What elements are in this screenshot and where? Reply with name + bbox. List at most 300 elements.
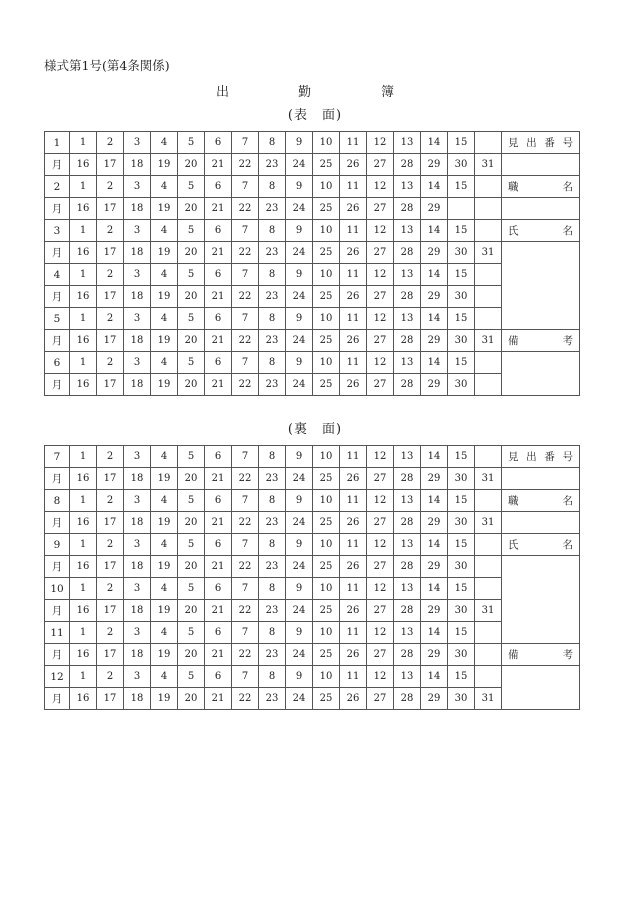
day-cell[interactable]: 6	[205, 132, 232, 154]
day-cell[interactable]: 17	[97, 600, 124, 622]
day-cell[interactable]: 24	[286, 242, 313, 264]
day-cell[interactable]: 27	[367, 512, 394, 534]
day-cell[interactable]: 29	[421, 286, 448, 308]
day-cell[interactable]: 6	[205, 622, 232, 644]
day-cell[interactable]: 10	[313, 490, 340, 512]
day-cell[interactable]: 3	[124, 578, 151, 600]
day-cell[interactable]: 2	[97, 176, 124, 198]
day-cell[interactable]: 22	[232, 242, 259, 264]
empty-day-cell[interactable]	[475, 220, 502, 242]
day-cell[interactable]: 20	[178, 688, 205, 710]
day-cell[interactable]: 23	[259, 286, 286, 308]
day-cell[interactable]: 24	[286, 512, 313, 534]
day-cell[interactable]: 11	[340, 446, 367, 468]
day-cell[interactable]: 20	[178, 556, 205, 578]
day-cell[interactable]: 6	[205, 446, 232, 468]
day-cell[interactable]: 5	[178, 132, 205, 154]
day-cell[interactable]: 15	[448, 666, 475, 688]
day-cell[interactable]: 7	[232, 490, 259, 512]
day-cell[interactable]: 2	[97, 352, 124, 374]
day-cell[interactable]: 19	[151, 468, 178, 490]
day-cell[interactable]: 17	[97, 286, 124, 308]
day-cell[interactable]: 30	[448, 512, 475, 534]
day-cell[interactable]: 20	[178, 644, 205, 666]
day-cell[interactable]: 25	[313, 154, 340, 176]
day-cell[interactable]: 17	[97, 644, 124, 666]
day-cell[interactable]: 2	[97, 578, 124, 600]
day-cell[interactable]: 20	[178, 198, 205, 220]
day-cell[interactable]: 13	[394, 534, 421, 556]
day-cell[interactable]: 30	[448, 468, 475, 490]
day-cell[interactable]: 8	[259, 176, 286, 198]
day-cell[interactable]: 14	[421, 534, 448, 556]
day-cell[interactable]: 30	[448, 242, 475, 264]
day-cell[interactable]: 10	[313, 220, 340, 242]
day-cell[interactable]: 7	[232, 578, 259, 600]
day-cell[interactable]: 2	[97, 264, 124, 286]
day-cell[interactable]: 29	[421, 374, 448, 396]
empty-day-cell[interactable]	[475, 490, 502, 512]
day-cell[interactable]: 25	[313, 556, 340, 578]
day-cell[interactable]: 23	[259, 556, 286, 578]
day-cell[interactable]: 21	[205, 556, 232, 578]
day-cell[interactable]: 22	[232, 556, 259, 578]
day-cell[interactable]: 28	[394, 468, 421, 490]
day-cell[interactable]: 13	[394, 264, 421, 286]
day-cell[interactable]: 22	[232, 374, 259, 396]
day-cell[interactable]: 6	[205, 490, 232, 512]
day-cell[interactable]: 14	[421, 220, 448, 242]
day-cell[interactable]: 7	[232, 446, 259, 468]
day-cell[interactable]: 4	[151, 220, 178, 242]
day-cell[interactable]: 28	[394, 330, 421, 352]
day-cell[interactable]: 18	[124, 688, 151, 710]
day-cell[interactable]: 24	[286, 600, 313, 622]
day-cell[interactable]: 7	[232, 534, 259, 556]
day-cell[interactable]: 4	[151, 666, 178, 688]
day-cell[interactable]: 25	[313, 374, 340, 396]
day-cell[interactable]: 19	[151, 154, 178, 176]
day-cell[interactable]: 4	[151, 534, 178, 556]
day-cell[interactable]: 13	[394, 490, 421, 512]
day-cell[interactable]: 15	[448, 446, 475, 468]
day-cell[interactable]: 10	[313, 308, 340, 330]
day-cell[interactable]: 26	[340, 512, 367, 534]
day-cell[interactable]: 18	[124, 286, 151, 308]
day-cell[interactable]: 17	[97, 242, 124, 264]
day-cell[interactable]: 1	[70, 446, 97, 468]
day-cell[interactable]: 5	[178, 308, 205, 330]
day-cell[interactable]: 27	[367, 556, 394, 578]
day-cell[interactable]: 22	[232, 512, 259, 534]
day-cell[interactable]: 31	[475, 154, 502, 176]
day-cell[interactable]: 20	[178, 154, 205, 176]
day-cell[interactable]: 20	[178, 600, 205, 622]
day-cell[interactable]: 26	[340, 286, 367, 308]
day-cell[interactable]: 27	[367, 198, 394, 220]
day-cell[interactable]: 6	[205, 308, 232, 330]
day-cell[interactable]: 14	[421, 352, 448, 374]
day-cell[interactable]: 16	[70, 468, 97, 490]
day-cell[interactable]: 16	[70, 198, 97, 220]
day-cell[interactable]: 11	[340, 308, 367, 330]
day-cell[interactable]: 15	[448, 308, 475, 330]
day-cell[interactable]: 27	[367, 644, 394, 666]
day-cell[interactable]: 17	[97, 198, 124, 220]
day-cell[interactable]: 28	[394, 198, 421, 220]
day-cell[interactable]: 5	[178, 176, 205, 198]
day-cell[interactable]: 20	[178, 468, 205, 490]
day-cell[interactable]: 18	[124, 242, 151, 264]
name-value[interactable]	[502, 556, 580, 644]
day-cell[interactable]: 14	[421, 176, 448, 198]
day-cell[interactable]: 18	[124, 154, 151, 176]
day-cell[interactable]: 8	[259, 622, 286, 644]
day-cell[interactable]: 14	[421, 666, 448, 688]
day-cell[interactable]: 29	[421, 644, 448, 666]
day-cell[interactable]: 29	[421, 468, 448, 490]
day-cell[interactable]: 29	[421, 556, 448, 578]
day-cell[interactable]: 24	[286, 688, 313, 710]
day-cell[interactable]: 26	[340, 330, 367, 352]
day-cell[interactable]: 28	[394, 286, 421, 308]
day-cell[interactable]: 27	[367, 330, 394, 352]
day-cell[interactable]: 20	[178, 512, 205, 534]
day-cell[interactable]: 11	[340, 622, 367, 644]
day-cell[interactable]: 25	[313, 644, 340, 666]
day-cell[interactable]: 20	[178, 330, 205, 352]
day-cell[interactable]: 4	[151, 264, 178, 286]
day-cell[interactable]: 11	[340, 132, 367, 154]
day-cell[interactable]: 26	[340, 242, 367, 264]
day-cell[interactable]: 3	[124, 490, 151, 512]
day-cell[interactable]: 5	[178, 578, 205, 600]
day-cell[interactable]: 12	[367, 132, 394, 154]
day-cell[interactable]: 26	[340, 600, 367, 622]
day-cell[interactable]: 2	[97, 666, 124, 688]
day-cell[interactable]: 19	[151, 374, 178, 396]
day-cell[interactable]: 8	[259, 534, 286, 556]
empty-day-cell[interactable]	[448, 198, 475, 220]
day-cell[interactable]: 9	[286, 132, 313, 154]
day-cell[interactable]: 25	[313, 242, 340, 264]
empty-day-cell[interactable]	[475, 308, 502, 330]
day-cell[interactable]: 21	[205, 330, 232, 352]
remarks-value[interactable]	[502, 352, 580, 396]
day-cell[interactable]: 4	[151, 176, 178, 198]
day-cell[interactable]: 10	[313, 264, 340, 286]
day-cell[interactable]: 3	[124, 446, 151, 468]
day-cell[interactable]: 11	[340, 534, 367, 556]
day-cell[interactable]: 21	[205, 374, 232, 396]
day-cell[interactable]: 25	[313, 198, 340, 220]
day-cell[interactable]: 10	[313, 622, 340, 644]
day-cell[interactable]: 1	[70, 352, 97, 374]
empty-day-cell[interactable]	[475, 578, 502, 600]
day-cell[interactable]: 31	[475, 600, 502, 622]
day-cell[interactable]: 21	[205, 242, 232, 264]
day-cell[interactable]: 9	[286, 352, 313, 374]
day-cell[interactable]: 4	[151, 132, 178, 154]
day-cell[interactable]: 31	[475, 688, 502, 710]
day-cell[interactable]: 14	[421, 132, 448, 154]
day-cell[interactable]: 7	[232, 352, 259, 374]
empty-day-cell[interactable]	[475, 666, 502, 688]
day-cell[interactable]: 28	[394, 512, 421, 534]
day-cell[interactable]: 22	[232, 286, 259, 308]
day-cell[interactable]: 10	[313, 352, 340, 374]
day-cell[interactable]: 26	[340, 556, 367, 578]
day-cell[interactable]: 23	[259, 242, 286, 264]
day-cell[interactable]: 2	[97, 622, 124, 644]
day-cell[interactable]: 24	[286, 154, 313, 176]
day-cell[interactable]: 21	[205, 198, 232, 220]
day-cell[interactable]: 1	[70, 220, 97, 242]
day-cell[interactable]: 14	[421, 622, 448, 644]
day-cell[interactable]: 6	[205, 176, 232, 198]
job-title-value[interactable]	[502, 512, 580, 534]
day-cell[interactable]: 28	[394, 154, 421, 176]
day-cell[interactable]: 22	[232, 198, 259, 220]
day-cell[interactable]: 20	[178, 286, 205, 308]
day-cell[interactable]: 8	[259, 308, 286, 330]
day-cell[interactable]: 23	[259, 198, 286, 220]
day-cell[interactable]: 29	[421, 688, 448, 710]
day-cell[interactable]: 3	[124, 308, 151, 330]
day-cell[interactable]: 12	[367, 446, 394, 468]
day-cell[interactable]: 4	[151, 352, 178, 374]
day-cell[interactable]: 3	[124, 176, 151, 198]
day-cell[interactable]: 10	[313, 132, 340, 154]
day-cell[interactable]: 30	[448, 154, 475, 176]
day-cell[interactable]: 16	[70, 330, 97, 352]
day-cell[interactable]: 9	[286, 666, 313, 688]
day-cell[interactable]: 8	[259, 578, 286, 600]
day-cell[interactable]: 1	[70, 308, 97, 330]
day-cell[interactable]: 30	[448, 644, 475, 666]
day-cell[interactable]: 26	[340, 644, 367, 666]
day-cell[interactable]: 9	[286, 622, 313, 644]
day-cell[interactable]: 27	[367, 242, 394, 264]
day-cell[interactable]: 18	[124, 198, 151, 220]
day-cell[interactable]: 19	[151, 330, 178, 352]
day-cell[interactable]: 20	[178, 242, 205, 264]
day-cell[interactable]: 12	[367, 490, 394, 512]
id-number-value[interactable]	[502, 154, 580, 176]
day-cell[interactable]: 13	[394, 666, 421, 688]
day-cell[interactable]: 29	[421, 198, 448, 220]
day-cell[interactable]: 25	[313, 468, 340, 490]
empty-day-cell[interactable]	[475, 446, 502, 468]
day-cell[interactable]: 10	[313, 578, 340, 600]
day-cell[interactable]: 2	[97, 132, 124, 154]
day-cell[interactable]: 30	[448, 374, 475, 396]
day-cell[interactable]: 30	[448, 330, 475, 352]
day-cell[interactable]: 4	[151, 578, 178, 600]
day-cell[interactable]: 21	[205, 512, 232, 534]
day-cell[interactable]: 13	[394, 352, 421, 374]
day-cell[interactable]: 23	[259, 330, 286, 352]
day-cell[interactable]: 29	[421, 330, 448, 352]
day-cell[interactable]: 19	[151, 600, 178, 622]
empty-day-cell[interactable]	[475, 264, 502, 286]
day-cell[interactable]: 8	[259, 264, 286, 286]
day-cell[interactable]: 12	[367, 666, 394, 688]
day-cell[interactable]: 13	[394, 132, 421, 154]
day-cell[interactable]: 2	[97, 534, 124, 556]
day-cell[interactable]: 23	[259, 512, 286, 534]
day-cell[interactable]: 22	[232, 468, 259, 490]
day-cell[interactable]: 18	[124, 468, 151, 490]
day-cell[interactable]: 27	[367, 374, 394, 396]
day-cell[interactable]: 7	[232, 622, 259, 644]
day-cell[interactable]: 16	[70, 688, 97, 710]
day-cell[interactable]: 5	[178, 264, 205, 286]
day-cell[interactable]: 24	[286, 374, 313, 396]
day-cell[interactable]: 24	[286, 286, 313, 308]
day-cell[interactable]: 5	[178, 220, 205, 242]
day-cell[interactable]: 5	[178, 622, 205, 644]
day-cell[interactable]: 4	[151, 308, 178, 330]
day-cell[interactable]: 2	[97, 490, 124, 512]
day-cell[interactable]: 19	[151, 688, 178, 710]
day-cell[interactable]: 31	[475, 242, 502, 264]
day-cell[interactable]: 26	[340, 374, 367, 396]
day-cell[interactable]: 25	[313, 512, 340, 534]
day-cell[interactable]: 19	[151, 512, 178, 534]
day-cell[interactable]: 24	[286, 198, 313, 220]
day-cell[interactable]: 14	[421, 308, 448, 330]
day-cell[interactable]: 6	[205, 352, 232, 374]
day-cell[interactable]: 22	[232, 330, 259, 352]
day-cell[interactable]: 18	[124, 512, 151, 534]
day-cell[interactable]: 7	[232, 176, 259, 198]
day-cell[interactable]: 1	[70, 264, 97, 286]
day-cell[interactable]: 1	[70, 666, 97, 688]
day-cell[interactable]: 23	[259, 688, 286, 710]
day-cell[interactable]: 12	[367, 534, 394, 556]
day-cell[interactable]: 10	[313, 534, 340, 556]
day-cell[interactable]: 3	[124, 132, 151, 154]
empty-day-cell[interactable]	[475, 556, 502, 578]
day-cell[interactable]: 15	[448, 622, 475, 644]
day-cell[interactable]: 15	[448, 352, 475, 374]
day-cell[interactable]: 1	[70, 578, 97, 600]
day-cell[interactable]: 7	[232, 308, 259, 330]
day-cell[interactable]: 8	[259, 220, 286, 242]
empty-day-cell[interactable]	[475, 644, 502, 666]
day-cell[interactable]: 12	[367, 622, 394, 644]
day-cell[interactable]: 23	[259, 600, 286, 622]
day-cell[interactable]: 12	[367, 578, 394, 600]
day-cell[interactable]: 22	[232, 154, 259, 176]
day-cell[interactable]: 27	[367, 600, 394, 622]
remarks-value[interactable]	[502, 666, 580, 710]
day-cell[interactable]: 3	[124, 666, 151, 688]
day-cell[interactable]: 3	[124, 220, 151, 242]
day-cell[interactable]: 28	[394, 242, 421, 264]
day-cell[interactable]: 5	[178, 490, 205, 512]
id-number-value[interactable]	[502, 468, 580, 490]
day-cell[interactable]: 28	[394, 600, 421, 622]
day-cell[interactable]: 5	[178, 446, 205, 468]
day-cell[interactable]: 9	[286, 490, 313, 512]
day-cell[interactable]: 23	[259, 154, 286, 176]
day-cell[interactable]: 29	[421, 512, 448, 534]
day-cell[interactable]: 19	[151, 644, 178, 666]
day-cell[interactable]: 11	[340, 666, 367, 688]
job-title-value[interactable]	[502, 198, 580, 220]
day-cell[interactable]: 9	[286, 176, 313, 198]
day-cell[interactable]: 12	[367, 352, 394, 374]
day-cell[interactable]: 11	[340, 578, 367, 600]
day-cell[interactable]: 20	[178, 374, 205, 396]
day-cell[interactable]: 27	[367, 286, 394, 308]
day-cell[interactable]: 3	[124, 622, 151, 644]
day-cell[interactable]: 9	[286, 534, 313, 556]
day-cell[interactable]: 11	[340, 264, 367, 286]
day-cell[interactable]: 28	[394, 556, 421, 578]
day-cell[interactable]: 23	[259, 468, 286, 490]
day-cell[interactable]: 25	[313, 600, 340, 622]
day-cell[interactable]: 5	[178, 352, 205, 374]
day-cell[interactable]: 30	[448, 688, 475, 710]
day-cell[interactable]: 18	[124, 556, 151, 578]
day-cell[interactable]: 6	[205, 220, 232, 242]
day-cell[interactable]: 17	[97, 512, 124, 534]
day-cell[interactable]: 25	[313, 330, 340, 352]
day-cell[interactable]: 19	[151, 286, 178, 308]
day-cell[interactable]: 25	[313, 286, 340, 308]
day-cell[interactable]: 6	[205, 534, 232, 556]
day-cell[interactable]: 18	[124, 600, 151, 622]
day-cell[interactable]: 9	[286, 578, 313, 600]
day-cell[interactable]: 16	[70, 242, 97, 264]
day-cell[interactable]: 16	[70, 286, 97, 308]
day-cell[interactable]: 19	[151, 242, 178, 264]
day-cell[interactable]: 13	[394, 308, 421, 330]
day-cell[interactable]: 3	[124, 534, 151, 556]
day-cell[interactable]: 1	[70, 176, 97, 198]
day-cell[interactable]: 11	[340, 490, 367, 512]
day-cell[interactable]: 10	[313, 666, 340, 688]
empty-day-cell[interactable]	[475, 534, 502, 556]
day-cell[interactable]: 26	[340, 154, 367, 176]
day-cell[interactable]: 7	[232, 264, 259, 286]
day-cell[interactable]: 16	[70, 512, 97, 534]
day-cell[interactable]: 29	[421, 154, 448, 176]
day-cell[interactable]: 17	[97, 330, 124, 352]
day-cell[interactable]: 7	[232, 220, 259, 242]
day-cell[interactable]: 7	[232, 666, 259, 688]
empty-day-cell[interactable]	[475, 622, 502, 644]
day-cell[interactable]: 5	[178, 666, 205, 688]
day-cell[interactable]: 13	[394, 176, 421, 198]
day-cell[interactable]: 31	[475, 468, 502, 490]
day-cell[interactable]: 2	[97, 220, 124, 242]
day-cell[interactable]: 12	[367, 220, 394, 242]
day-cell[interactable]: 24	[286, 556, 313, 578]
day-cell[interactable]: 9	[286, 446, 313, 468]
day-cell[interactable]: 4	[151, 446, 178, 468]
name-value[interactable]	[502, 242, 580, 330]
day-cell[interactable]: 15	[448, 264, 475, 286]
day-cell[interactable]: 15	[448, 220, 475, 242]
day-cell[interactable]: 9	[286, 308, 313, 330]
day-cell[interactable]: 24	[286, 468, 313, 490]
day-cell[interactable]: 3	[124, 352, 151, 374]
day-cell[interactable]: 8	[259, 132, 286, 154]
